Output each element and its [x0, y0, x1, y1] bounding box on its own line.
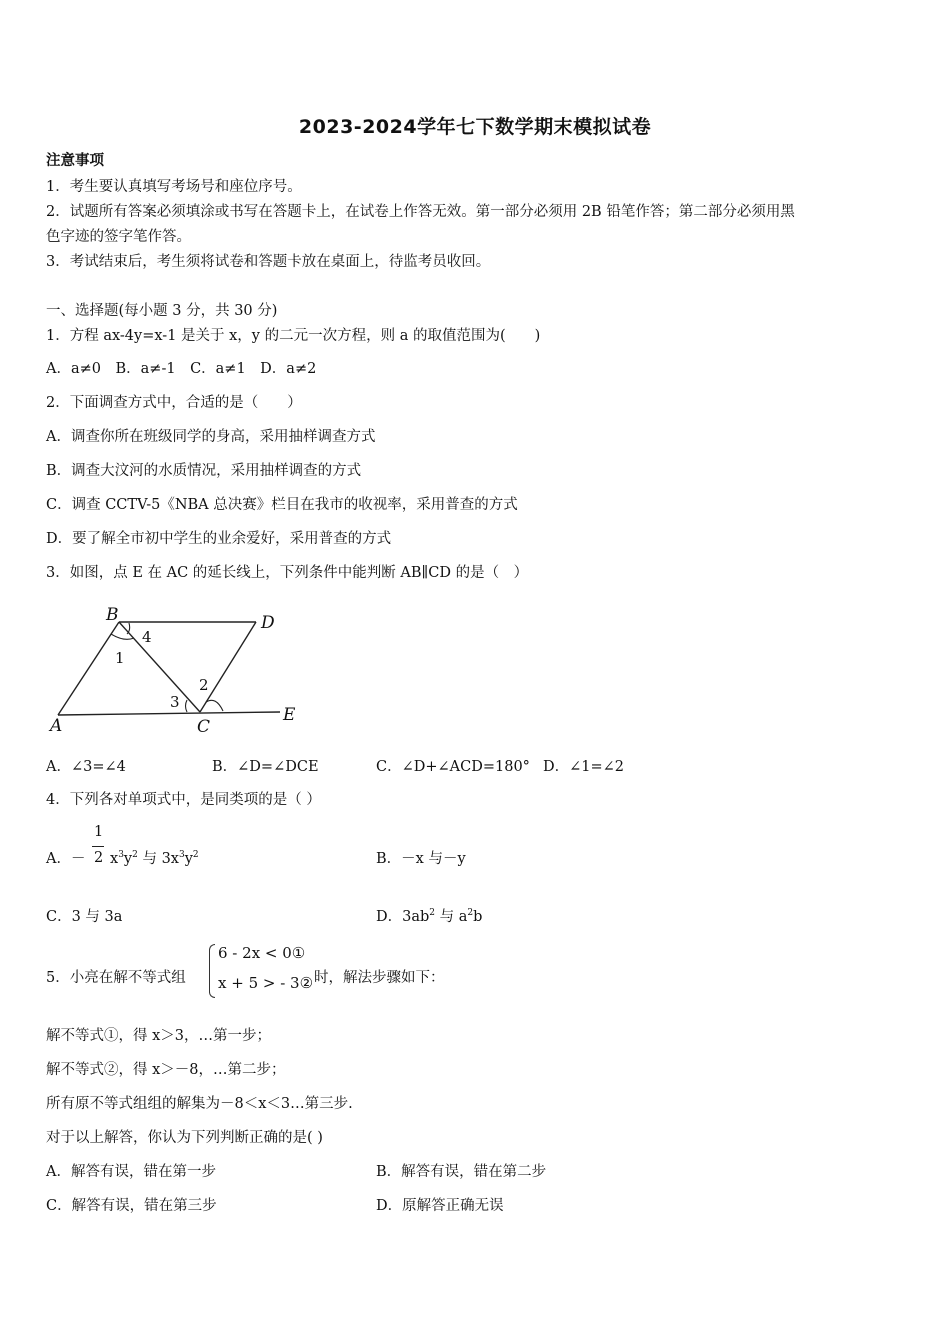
- label-angle-4: 4: [142, 628, 152, 646]
- q3-option-d: D．∠1=∠2: [543, 759, 625, 775]
- q4-option-b: B．－x 与－y: [376, 851, 466, 867]
- q5-step-2: 解不等式②，得 x＞－8，…第二步；: [46, 1062, 286, 1078]
- q3-option-a: A．∠3=∠4: [46, 759, 126, 775]
- label-e: E: [283, 705, 296, 725]
- q5-option-a: A．解答有误，错在第一步: [46, 1164, 216, 1180]
- q2-stem: 2．下面调查方式中，合适的是（ ）: [46, 395, 302, 411]
- q4-option-d-prefix: D．3ab: [376, 909, 430, 925]
- q5-inequality-2: x + 5 > - 3②: [218, 974, 314, 992]
- q2-option-d: D．要了解全市初中学生的业余爱好，采用普查的方式: [46, 531, 392, 547]
- q4-option-a-connector: 与: [142, 851, 157, 867]
- angle-3-arc: [186, 700, 188, 712]
- angle-2-arc: [206, 700, 223, 711]
- q3-stem: 3．如图，点 E 在 AC 的延长线上，下列条件中能判断 AB∥CD 的是（ ）: [46, 565, 529, 581]
- q3-figure: [48, 604, 308, 736]
- q4-option-a-terms: $x^3y^2$ 与 $3x^3y^2$: [110, 850, 199, 867]
- section-heading: 一、选择题(每小题 3 分，共 30 分): [46, 303, 278, 319]
- q4-fraction-bar: [92, 846, 104, 847]
- q4-fraction-denominator: 2: [94, 850, 104, 866]
- q1-stem: 1．方程 ax-4y=x-1 是关于 x，y 的二元一次方程，则 a 的取值范围为( ): [46, 328, 541, 344]
- q4-option-d-mid: 与 a: [439, 909, 468, 925]
- q5-option-d: D．原解答正确无误: [376, 1198, 504, 1214]
- q4-option-a-prefix: A．－: [46, 851, 86, 867]
- q5-step-3: 所有原不等式组组的解集为－8＜x＜3…第三步.: [46, 1096, 353, 1112]
- notice-heading: 注意事项: [46, 152, 104, 169]
- q5-stem-suffix: 时，解法步骤如下：: [314, 970, 445, 986]
- q5-question: 对于以上解答，你认为下列判断正确的是( ): [46, 1130, 323, 1146]
- page-title: 2023-2024学年七下数学期末模拟试卷: [298, 116, 652, 138]
- label-angle-2: 2: [199, 676, 209, 694]
- label-d: D: [261, 613, 275, 633]
- label-angle-3: 3: [170, 693, 180, 711]
- q2-option-c: C．调查 CCTV-5《NBA 总决赛》栏目在我市的收视率，采用普查的方式: [46, 497, 518, 513]
- label-a: A: [50, 716, 63, 736]
- q2-option-b: B．调查大汶河的水质情况，采用抽样调查的方式: [46, 463, 362, 479]
- q2-option-a: A．调查你所在班级同学的身高，采用抽样调查方式: [46, 429, 376, 445]
- q4-option-d-end: b: [473, 909, 483, 925]
- q3-option-c: C．∠D+∠ACD=180°: [376, 759, 530, 775]
- notice-item-2: 2．试题所有答案必须填涂或书写在答题卡上，在试卷上作答无效。第一部分必须用 2B 铅笔作答；第二部分必须用黑: [46, 204, 795, 220]
- q4-option-c: C．3 与 3a: [46, 909, 123, 925]
- q5-stem-prefix: 5．小亮在解不等式组: [46, 970, 186, 986]
- notice-item-3: 3．考试结束后，考生须将试卷和答题卡放在桌面上，待监考员收回。: [46, 254, 491, 270]
- label-angle-1: 1: [115, 649, 125, 667]
- q4-option-d: D．$3ab^2$ 与 $a^2b$: [376, 908, 483, 925]
- q5-step-1: 解不等式①，得 x＞3，…第一步；: [46, 1028, 272, 1044]
- q1-options: A．a≠0 B．a≠-1 C．a≠1 D．a≠2: [46, 361, 317, 377]
- q3-option-b: B．∠D=∠DCE: [212, 759, 319, 775]
- q4-fraction-numerator: 1: [94, 824, 104, 840]
- notice-item-2-cont: 色字迹的签字笔作答。: [46, 229, 191, 245]
- line-dc: [200, 622, 256, 712]
- q5-inequality-1: 6 - 2x < 0①: [218, 944, 306, 962]
- q5-system-brace: [209, 944, 215, 998]
- line-ba: [58, 622, 119, 715]
- label-c: C: [197, 717, 211, 736]
- line-bc: [119, 622, 200, 712]
- q5-option-c: C．解答有误，错在第三步: [46, 1198, 217, 1214]
- line-ae: [58, 712, 280, 715]
- q5-option-b: B．解答有误，错在第二步: [376, 1164, 547, 1180]
- label-b: B: [106, 605, 119, 625]
- q4-stem: 4．下列各对单项式中，是同类项的是（ ）: [46, 792, 321, 808]
- notice-item-1: 1．考生要认真填写考场号和座位序号。: [46, 179, 302, 195]
